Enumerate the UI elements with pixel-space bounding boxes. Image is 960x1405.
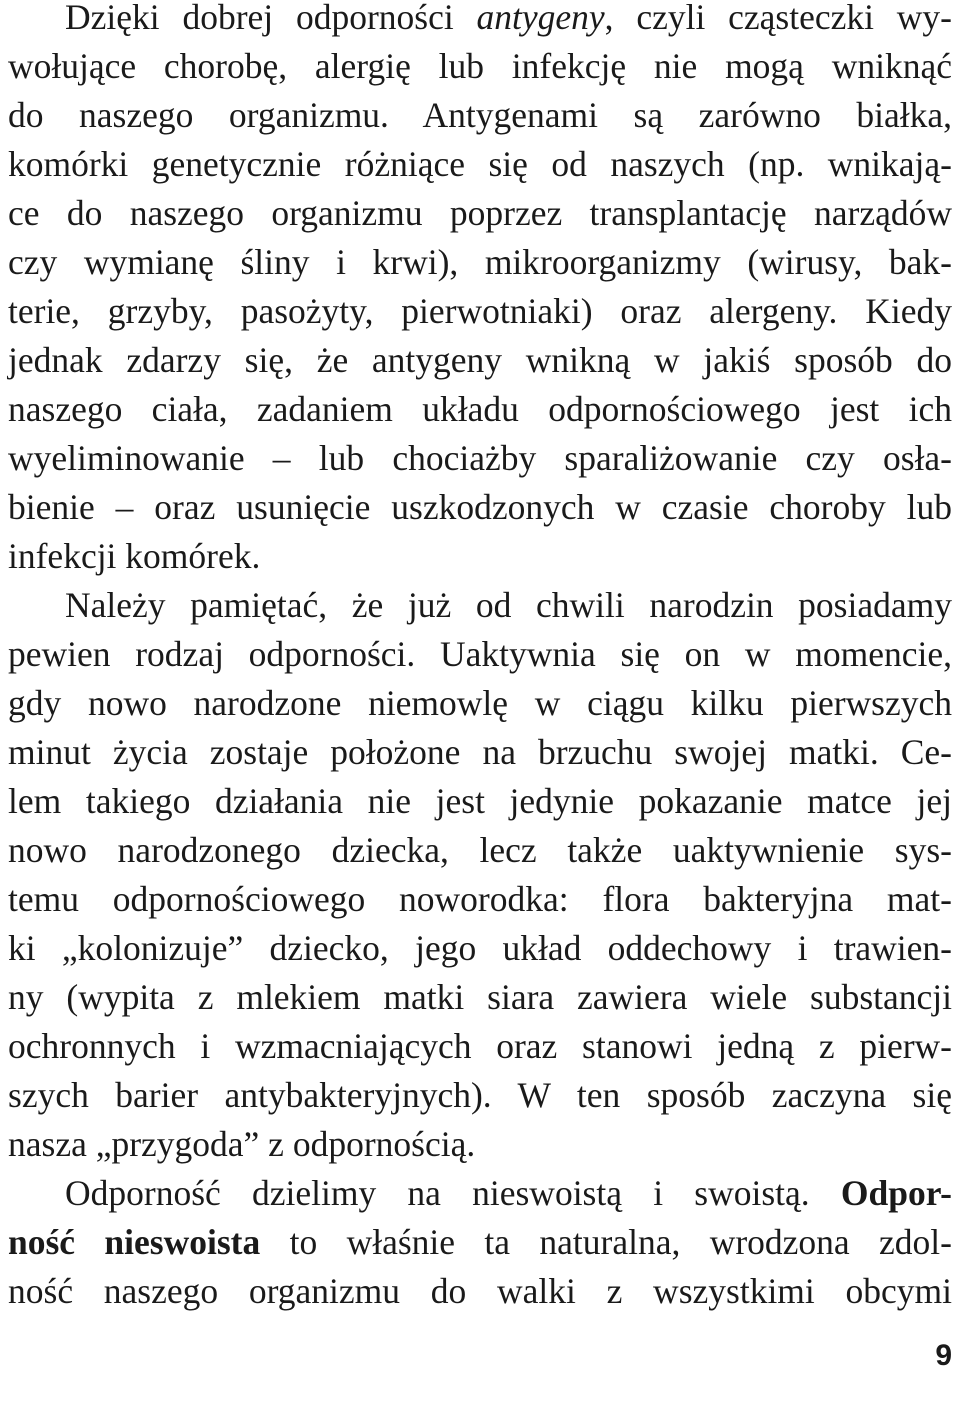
text-segment: komórki genetycznie różniące się od naszych (np. wnikają-	[8, 144, 952, 184]
text-line	[8, 826, 952, 875]
text-line	[8, 728, 952, 777]
text-line	[8, 140, 952, 189]
text-line	[8, 581, 952, 630]
text-segment: nasza „przygoda” z odpornością.	[8, 1124, 476, 1164]
text-line	[8, 385, 952, 434]
text-segment: , czyli cząsteczki wy-	[604, 0, 952, 37]
text-line	[8, 42, 952, 91]
text-segment: antygeny	[476, 0, 605, 37]
text-segment: terie, grzyby, pasożyty, pierwotniaki) oraz alergeny. Kiedy	[8, 291, 952, 331]
text-line	[8, 238, 952, 287]
text-line	[8, 91, 952, 140]
text-segment: ki „kolonizuje” dziecko, jego układ oddechowy i trawien-	[8, 928, 952, 968]
text-segment: nowo narodzonego dziecka, lecz także uaktywnienie sys-	[8, 830, 952, 870]
text-line	[8, 434, 952, 483]
text-line	[8, 1169, 952, 1218]
text-line	[8, 1120, 952, 1169]
text-line	[8, 0, 952, 42]
paragraph	[8, 581, 952, 1169]
text-line	[8, 336, 952, 385]
text-segment: minut życia zostaje położone na brzuchu swojej matki. Ce-	[8, 732, 952, 772]
text-line	[8, 777, 952, 826]
text-segment: Dzięki dobrej odporności	[65, 0, 477, 37]
paragraph	[8, 0, 952, 581]
text-segment: ny (wypita z mlekiem matki siara zawiera wiele substancji	[8, 977, 952, 1017]
text-segment: gdy nowo narodzone niemowlę w ciągu kilku pierwszych	[8, 683, 952, 723]
text-segment: ność nieswoista	[8, 1222, 261, 1262]
text-segment: ność naszego organizmu do walki z wszystkimi obcymi	[8, 1271, 952, 1311]
text-segment: Odporność dzielimy na nieswoistą i swoistą.	[65, 1173, 841, 1213]
text-segment: pewien rodzaj odporności. Uaktywnia się on w momencie,	[8, 634, 952, 674]
text-segment: jednak zdarzy się, że antygeny wnikną w jakiś sposób do	[8, 340, 952, 380]
text-segment: wołujące chorobę, alergię lub infekcję nie mogą wniknąć	[8, 46, 952, 86]
text-line	[8, 532, 952, 581]
text-line	[8, 189, 952, 238]
text-segment: infekcji komórek.	[8, 536, 261, 576]
paragraph	[8, 1169, 952, 1316]
text-segment: wyeliminowanie – lub chociażby sparaliżowanie czy osła-	[8, 438, 952, 478]
text-line	[8, 483, 952, 532]
text-segment: lem takiego działania nie jest jedynie pokazanie matce jej	[8, 781, 952, 821]
text-segment: Odpor-	[840, 1173, 952, 1213]
text-segment: Należy pamiętać, że już od chwili narodzin posiadamy	[65, 585, 952, 625]
text-segment: bienie – oraz usunięcie uszkodzonych w czasie choroby lub	[8, 487, 952, 527]
text-segment: do naszego organizmu. Antygenami są zarówno białka,	[8, 95, 952, 135]
text-line	[8, 1071, 952, 1120]
text-line	[8, 924, 952, 973]
text-line	[8, 1267, 952, 1316]
text-segment: szych barier antybakteryjnych). W ten sposób zaczyna się	[8, 1075, 952, 1115]
text-line	[8, 1218, 952, 1267]
text-line	[8, 287, 952, 336]
text-line	[8, 679, 952, 728]
text-segment: temu odpornościowego noworodka: flora bakteryjna mat-	[8, 879, 952, 919]
body-text	[8, 0, 952, 1316]
text-line	[8, 1022, 952, 1071]
text-segment: ochronnych i wzmacniających oraz stanowi jedną z pierw-	[8, 1026, 952, 1066]
text-line	[8, 630, 952, 679]
page-number: 9	[935, 1339, 952, 1372]
text-segment: ce do naszego organizmu poprzez transplantację narządów	[8, 193, 952, 233]
text-segment: naszego ciała, zadaniem układu odpornościowego jest ich	[8, 389, 952, 429]
text-line	[8, 875, 952, 924]
text-line	[8, 973, 952, 1022]
text-segment: czy wymianę śliny i krwi), mikroorganizmy (wirusy, bak-	[8, 242, 952, 282]
text-segment: to właśnie ta naturalna, wrodzona zdol-	[260, 1222, 952, 1262]
